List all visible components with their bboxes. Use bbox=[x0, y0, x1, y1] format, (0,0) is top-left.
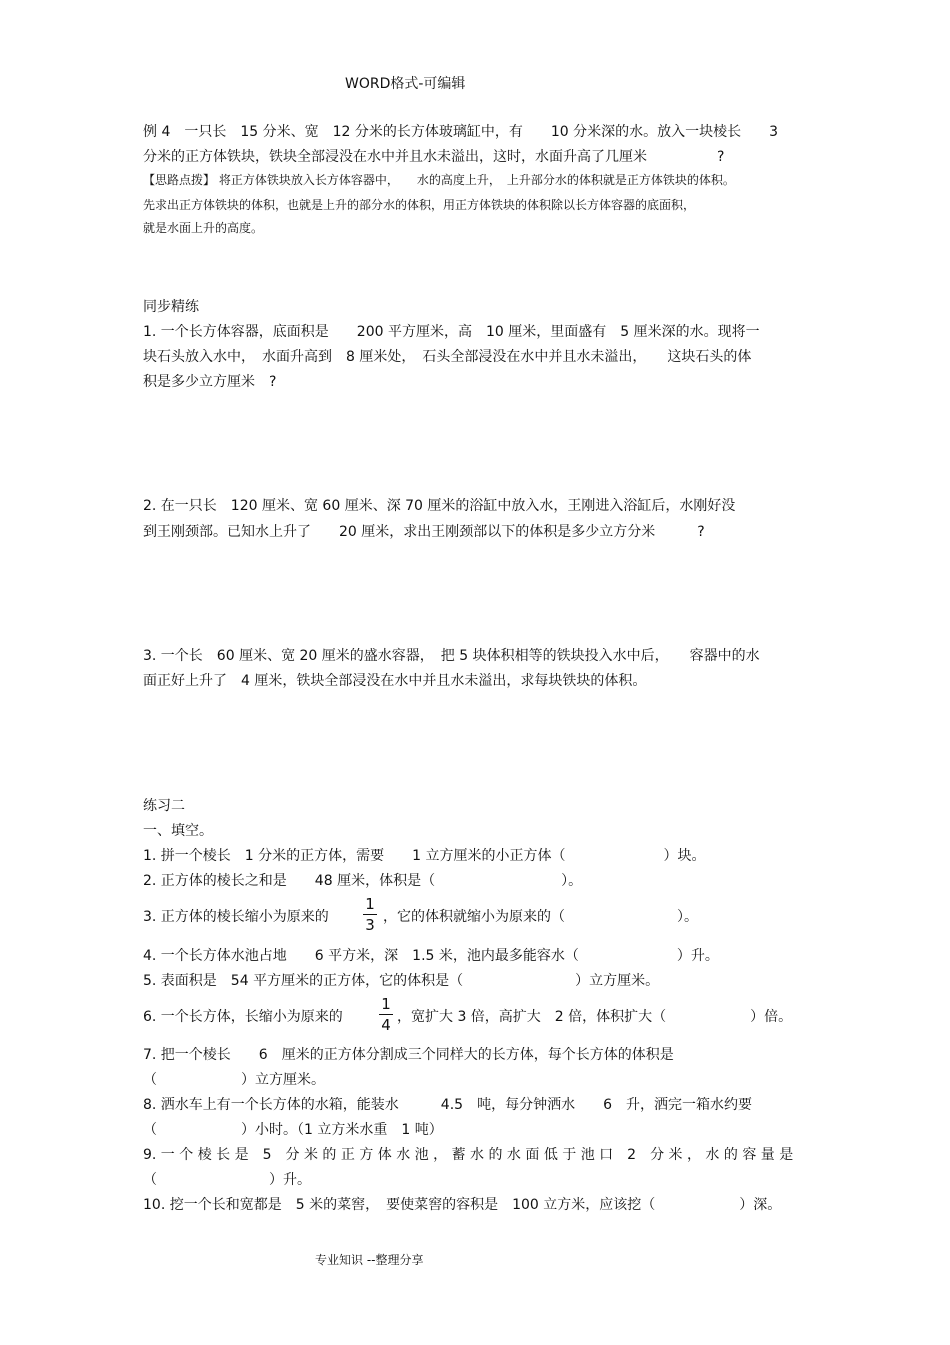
practice-section: 一、填空。 bbox=[143, 823, 213, 839]
practice-q8-line-1: 8. 洒水车上有一个长方体的水箱，能装水 4.5 吨，每分钟洒水 6 升，洒完一箱水约要 bbox=[143, 1097, 752, 1113]
practice-q8-line-2: （ ）小时。（1 立方米水重 1 吨） bbox=[143, 1122, 443, 1138]
page-footer: 专业知识 --整理分享 bbox=[315, 1253, 424, 1267]
practice-q2: 2. 正方体的棱长之和是 48 厘米，体积是（ ）。 bbox=[143, 873, 583, 889]
practice-q3-part-b: ，它的体积就缩小为原来的（ ）。 bbox=[383, 909, 698, 925]
fraction-bar bbox=[363, 914, 377, 915]
practice-title: 练习二 bbox=[143, 798, 185, 814]
practice-q5: 5. 表面积是 54 平方厘米的正方体，它的体积是（ ）立方厘米。 bbox=[143, 973, 660, 989]
sync-q2-line-1: 2. 在一只长 120 厘米、宽 60 厘米、深 70 厘米的浴缸中放入水，王刚进入浴缸后，水刚好没 bbox=[143, 498, 736, 514]
practice-q7-line-1: 7. 把一个棱长 6 厘米的正方体分割成三个同样大的长方体，每个长方体的体积是 bbox=[143, 1047, 674, 1063]
sync-title: 同步精练 bbox=[143, 299, 199, 315]
fraction-numerator: 1 bbox=[381, 995, 391, 1013]
fraction-one-third bbox=[363, 895, 377, 934]
practice-q7-line-2: （ ）立方厘米。 bbox=[143, 1072, 325, 1088]
fraction-bar bbox=[379, 1014, 393, 1015]
page-header: WORD格式-可编辑 bbox=[345, 76, 466, 92]
sync-q3-line-1: 3. 一个长 60 厘米、宽 20 厘米的盛水容器， 把 5 块体积相等的铁块投入水中后， 容器中的水 bbox=[143, 648, 760, 664]
sync-q1-line-2: 块石头放入水中， 水面升高到 8 厘米处， 石头全部浸没在水中并且水未溢出， 这块石头的体 bbox=[143, 349, 752, 365]
sync-q1-line-1: 1. 一个长方体容器，底面积是 200 平方厘米，高 10 厘米，里面盛有 5 厘米深的水。现将一 bbox=[143, 324, 760, 340]
example-line-2: 分米的正方体铁块，铁块全部浸没在水中并且水未溢出，这时，水面升高了几厘米 ? bbox=[143, 149, 725, 165]
practice-q3-part-a: 3. 正方体的棱长缩小为原来的 bbox=[143, 909, 329, 925]
practice-q6-part-b: ，宽扩大 3 倍，高扩大 2 倍，体积扩大（ ）倍。 bbox=[397, 1009, 793, 1025]
practice-q9-line-1: 9. 一 个 棱 长 是 5 分 米 的 正 方 体 水 池 ， 蓄 水 的 水 面 低 于 池 口 2 分 米 ， 水 的 容 量 是 bbox=[143, 1147, 794, 1163]
practice-q10: 10. 挖一个长和宽都是 5 米的菜窖， 要使菜窖的容积是 100 立方米，应该挖（ ）深。 bbox=[143, 1197, 782, 1213]
example-line-1: 例 4 一只长 15 分米、宽 12 分米的长方体玻璃缸中，有 10 分米深的水。放入一块棱长 3 bbox=[143, 124, 779, 140]
practice-q6-part-a: 6. 一个长方体，长缩小为原来的 bbox=[143, 1009, 343, 1025]
practice-q9-line-2: （ ）升。 bbox=[143, 1172, 311, 1188]
sync-q3-line-2: 面正好上升了 4 厘米，铁块全部浸没在水中并且水未溢出，求每块铁块的体积。 bbox=[143, 673, 647, 689]
sync-q1-line-3: 积是多少立方厘米 ? bbox=[143, 374, 277, 390]
sync-q2-line-2: 到王刚颈部。已知水上升了 20 厘米，求出王刚颈部以下的体积是多少立方分米 ? bbox=[143, 524, 705, 540]
fraction-denominator: 4 bbox=[381, 1016, 391, 1034]
fraction-one-fourth bbox=[379, 995, 393, 1034]
hint-line-1: 【思路点拨】 将正方体铁块放入长方体容器中， 水的高度上升， 上升部分水的体积就是正方体铁块的体积。 bbox=[143, 173, 735, 187]
hint-line-3: 就是水面上升的高度。 bbox=[143, 221, 264, 235]
fraction-numerator: 1 bbox=[365, 895, 375, 913]
fraction-denominator: 3 bbox=[365, 916, 375, 934]
practice-q4: 4. 一个长方体水池占地 6 平方米，深 1.5 米，池内最多能容水（ ）升。 bbox=[143, 948, 719, 964]
practice-q1: 1. 拼一个棱长 1 分米的正方体，需要 1 立方厘米的小正方体（ ）块。 bbox=[143, 848, 706, 864]
hint-line-2: 先求出正方体铁块的体积，也就是上升的部分水的体积，用正方体铁块的体积除以长方体容器的底面积， bbox=[143, 198, 696, 212]
